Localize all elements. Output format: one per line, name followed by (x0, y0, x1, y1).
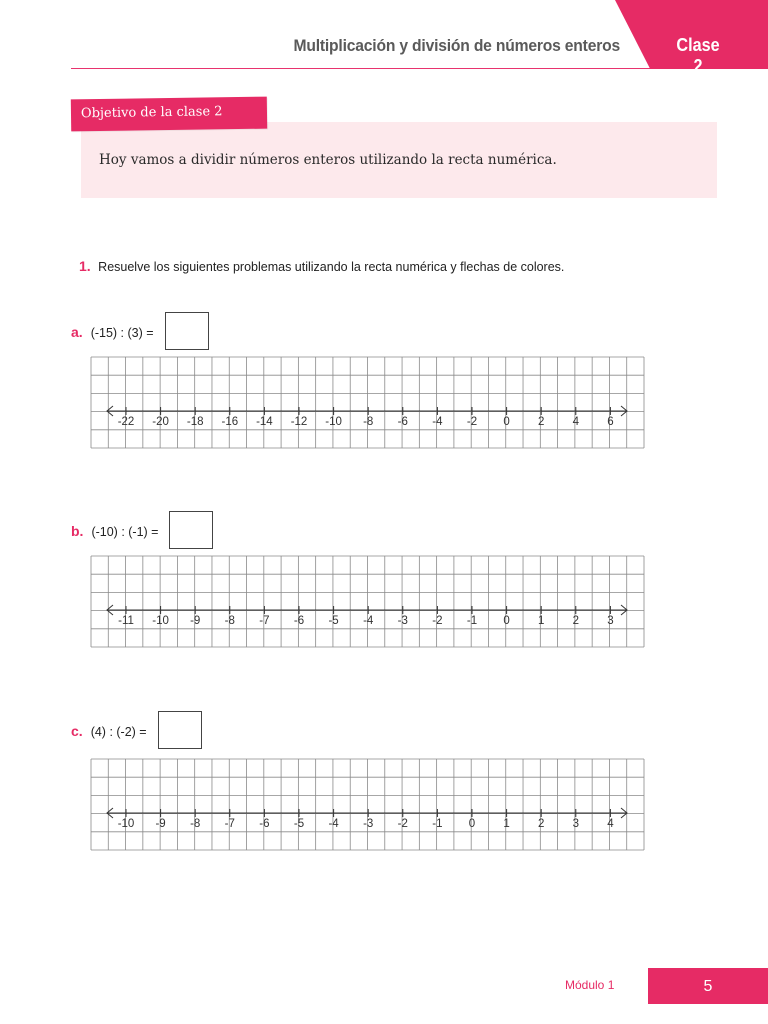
tick-label: -10 (117, 818, 135, 830)
tick-label: 4 (607, 818, 614, 830)
problem-b-letter: b. (71, 523, 84, 539)
tick-label: -14 (256, 416, 273, 428)
tick-label: 1 (503, 818, 510, 830)
objective-text: Hoy vamos a dividir números enteros utilizando la recta numérica. (99, 152, 557, 168)
tick-label: -2 (397, 818, 408, 830)
problem-c-number-line-grid[interactable] (91, 759, 644, 850)
tick-label: -12 (290, 416, 308, 428)
exercise-instruction-text: Resuelve los siguientes problemas utilizando la recta numérica y flechas de colores. (98, 260, 565, 274)
tick-label: -7 (224, 818, 235, 830)
tick-label: -4 (363, 615, 374, 627)
problem-a-number-line-grid[interactable] (91, 357, 644, 448)
problem-a-label (71, 324, 154, 340)
tick-label: 0 (503, 416, 510, 428)
problem-a-expression: (-15) : (3) = (90, 326, 154, 340)
grid-lines (91, 759, 644, 850)
problem-c-expression: (4) : (-2) = (90, 725, 147, 739)
clase-label: Clase 2 (676, 35, 720, 76)
problem-b-label (71, 523, 158, 539)
tick-label: 6 (607, 416, 614, 428)
grid-lines (91, 556, 644, 647)
tick-label: 2 (572, 615, 580, 627)
tick-label: -5 (293, 818, 305, 830)
tick-label: 3 (607, 615, 614, 627)
tick-label: -22 (117, 416, 135, 428)
tick-label: -6 (397, 416, 408, 428)
tick-label: -11 (118, 615, 134, 627)
tick-label: -1 (432, 818, 443, 830)
tick-label: -3 (397, 615, 408, 627)
tick-label: -9 (190, 615, 201, 627)
tick-label: -7 (259, 615, 270, 627)
tick-label: 2 (537, 818, 545, 830)
problem-c-letter: c. (71, 723, 83, 739)
tick-label: -2 (432, 615, 443, 627)
tick-label: -2 (466, 416, 478, 428)
tick-label: -18 (186, 416, 204, 428)
objective-tag (71, 97, 267, 132)
problem-b-expression: (-10) : (-1) = (91, 525, 159, 539)
page-number: 5 (648, 968, 768, 1004)
exercise-instruction (79, 258, 564, 274)
tick-label: -9 (155, 818, 166, 830)
problem-c-answer-box[interactable] (158, 711, 202, 749)
tick-label: -20 (152, 416, 169, 428)
tick-label: 2 (537, 416, 545, 428)
tick-label: -1 (466, 615, 478, 627)
exercise-number: 1. (79, 258, 91, 274)
problem-c-label (71, 723, 147, 739)
page-header-title: Multiplicación y división de números enteros (293, 36, 620, 55)
tick-label: 1 (537, 615, 545, 627)
tick-label: -5 (328, 615, 339, 627)
problem-a-answer-box[interactable] (165, 312, 209, 350)
tick-label: -3 (363, 818, 374, 830)
tick-label: 0 (468, 818, 476, 830)
tick-label: -4 (328, 818, 339, 830)
tick-label: -4 (432, 416, 443, 428)
tick-label: -6 (259, 818, 270, 830)
tick-label: 4 (572, 416, 580, 428)
tick-label: -8 (190, 818, 201, 830)
tick-label: -10 (152, 615, 169, 627)
problem-b-answer-box[interactable] (169, 511, 213, 549)
tick-label: -8 (363, 416, 374, 428)
footer-module-label: Módulo 1 (565, 978, 615, 992)
problem-b-number-line-grid[interactable] (91, 556, 644, 647)
tick-label: 3 (572, 818, 580, 830)
tick-label: -16 (221, 416, 239, 428)
tick-label: 0 (503, 615, 510, 627)
problem-a-letter: a. (71, 324, 83, 340)
tick-label: -6 (293, 615, 305, 627)
grid-lines (91, 357, 644, 448)
objective-tag-label: Objetivo de la clase 2 (80, 104, 223, 122)
tick-label: -10 (325, 416, 342, 428)
tick-label: -8 (224, 615, 235, 627)
